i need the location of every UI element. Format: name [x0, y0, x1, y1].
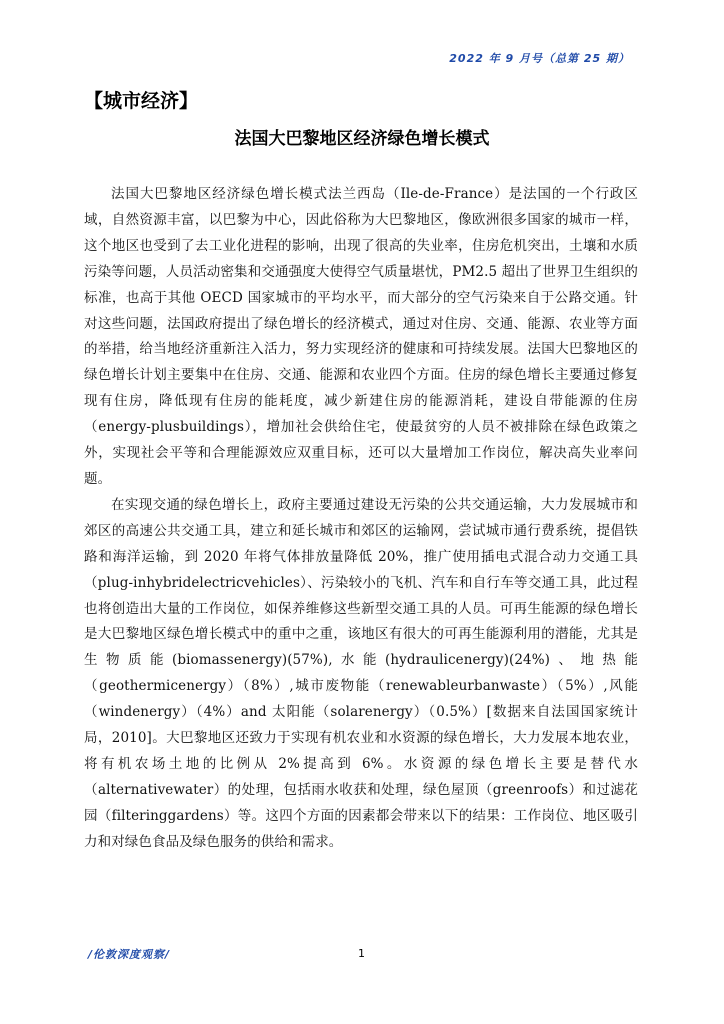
page-number: 1 — [358, 947, 365, 960]
issue-header: 2022 年 9 月号（总第 25 期） — [449, 52, 630, 65]
publication-footer: /伦敦深度观察/ — [88, 948, 171, 961]
paragraph-1: 法国大巴黎地区经济绿色增长模式法兰西岛（Ile-de-France）是法国的一个行政区域，自然资源丰富，以巴黎为中心，因此俗称为大巴黎地区，像欧洲很多国家的城市一样，这个地区也受到了去工业化进程的影响，出现了很高的失业率，住房危机突出，土壤和水质污染等问题，人员活动密集和交通强度大使得空气质量堪忧，PM2.5 超出了世界卫生组织的标准，也高于其他 OECD 国家城市的平均水平，而大部分的空气污染来自于公路交通。针对这些问题，法国政府提出了绿色增长的经济模式，通过对住房、交通、能源、农业等方面的举措，给当地经济重新注入活力，努力实现经济的健康和可持续发展。法国大巴黎地区的绿色增长计划主要集中在住房、交通、能源和农业四个方面。住房的绿色增长主要通过修复现有住房，降低现有住房的能耗度，减少新建住房的能源消耗，建设自带能源的住房（energy-plusbuildings），增加社会供给住宅，使最贫穷的人员不被排除在绿色政策之外，实现社会平等和合理能源效应双重目标，还可以大量增加工作岗位，解决高失业率问题。 — [84, 186, 638, 487]
section-tag: 【城市经济】 — [84, 90, 199, 112]
paragraph-2: 在实现交通的绿色增长上，政府主要通过建设无污染的公共交通运输，大力发展城市和郊区的高速公共交通工具，建立和延长城市和郊区的运输网，尝试城市通行费系统，提倡铁路和海洋运输，到 2020 年将气体排放量降低 20%，推广使用插电式混合动力交通工具（plug-inhybridelectricvehicles）、污染较小的飞机、汽车和自行车等交通工具，此过程也将创造出大量的工作岗位，如保养维修这些新型交通工具的人员。可再生能源的绿色增长是大巴黎地区绿色增长模式中的重中之重，该地区有很大的可再生能源利用的潜能，尤其是生物质能(biomassenergy)(57%),水能(hydraulicenergy)(24%)、地热能（geothermicenergy）（8%）,城市废物能（renewableurbanwaste）（5%）,风能（windenergy）（4%）and 太阳能（solarenergy）（0.5%）[数据来自法国国家统计局，2010]。大巴黎地区还致力于实现有机农业和水资源的绿色增长，大力发展本地农业，将有机农场土地的比例从 2%提高到 6%。水资源的绿色增长主要是替代水（alternativewater）的处理，包括雨水收获和处理，绿色屋顶（greenroofs）和过滤花园（filteringgardens）等。这四个方面的因素都会带来以下的结果：工作岗位、地区吸引力和对绿色食品及绿色服务的供给和需求。 — [84, 496, 638, 850]
article-body — [84, 182, 638, 856]
article-title: 法国大巴黎地区经济绿色增长模式 — [234, 129, 490, 149]
